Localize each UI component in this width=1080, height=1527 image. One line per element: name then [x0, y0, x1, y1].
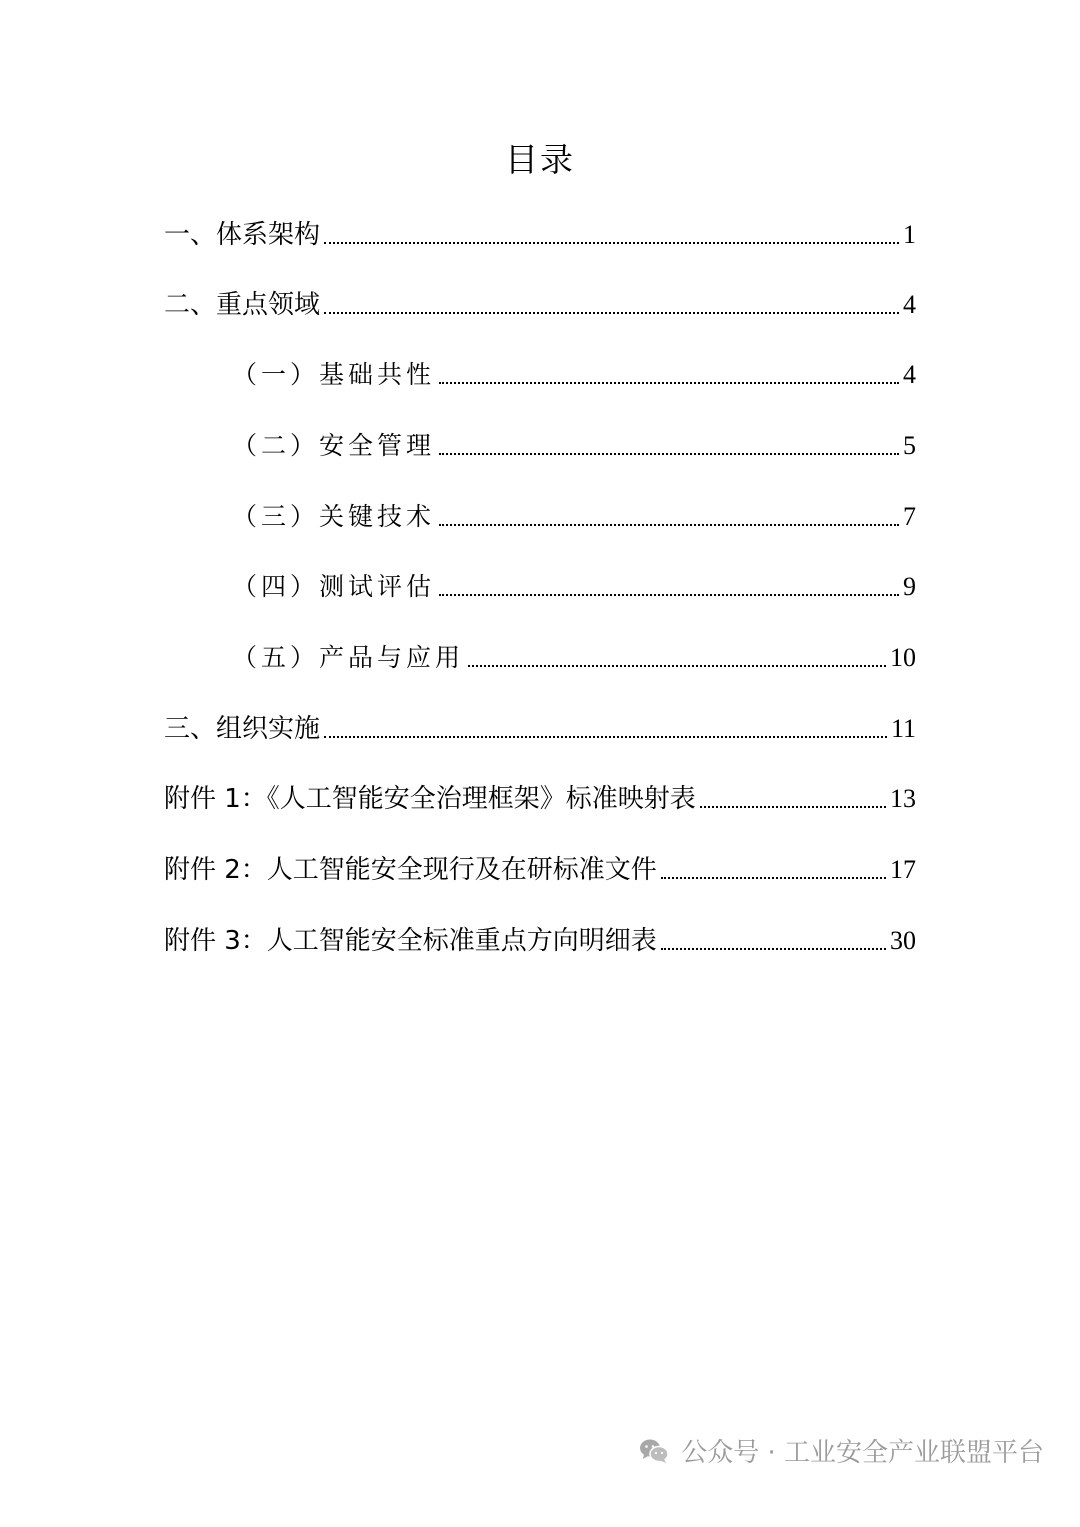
toc-leader-dots	[324, 312, 899, 314]
toc-page-number: 4	[903, 360, 916, 389]
toc-entry-appendix-1[interactable]	[164, 776, 916, 816]
toc-page-number: 4	[903, 290, 916, 319]
toc-label: （四）测试评估	[232, 572, 436, 601]
toc-leader-dots	[324, 242, 899, 244]
toc-entry-testing-evaluation[interactable]	[232, 564, 916, 604]
toc-label: 附件 1：《人工智能安全治理框架》标准映射表	[164, 784, 696, 814]
toc-leader-dots	[661, 948, 886, 950]
toc-label: 三、组织实施	[164, 714, 321, 744]
toc-label: 附件 2：人工智能安全现行及在研标准文件	[164, 855, 657, 885]
toc-leader-dots	[439, 594, 899, 596]
toc-page-number: 1	[903, 220, 916, 249]
toc-leader-dots	[439, 524, 899, 526]
toc-leader-dots	[439, 453, 899, 455]
toc-entry-organization[interactable]	[164, 706, 916, 746]
toc-page-number: 30	[890, 926, 916, 955]
toc-page-number: 17	[890, 855, 916, 884]
toc-leader-dots	[468, 665, 886, 667]
watermark-text: 公众号 · 工业安全产业联盟平台	[681, 1438, 1044, 1468]
toc-page-number: 11	[890, 714, 916, 743]
page-title: 目录	[505, 140, 575, 179]
toc-label: （一）基础共性	[232, 360, 436, 389]
toc-entry-products-applications[interactable]	[232, 635, 916, 675]
watermark	[639, 1432, 1044, 1469]
toc-entry-key-areas[interactable]	[164, 282, 916, 322]
toc-entry-security-management[interactable]	[232, 423, 916, 463]
toc-leader-dots	[324, 736, 887, 738]
wechat-icon	[639, 1437, 669, 1465]
toc-label: 附件 3：人工智能安全标准重点方向明细表	[164, 926, 657, 956]
toc-page-number: 9	[903, 572, 916, 601]
toc-entry-architecture[interactable]	[164, 212, 916, 252]
toc-page-number: 7	[903, 502, 916, 531]
toc-entry-basic-common[interactable]	[232, 352, 916, 392]
toc-page-number: 10	[890, 643, 916, 672]
toc-leader-dots	[700, 806, 886, 808]
toc-leader-dots	[661, 877, 886, 879]
toc-label: （五）产品与应用	[232, 643, 465, 672]
toc-label: （二）安全管理	[232, 431, 436, 460]
toc-label: （三）关键技术	[232, 502, 436, 531]
toc-entry-appendix-2[interactable]	[164, 847, 916, 887]
toc-page-number: 5	[903, 431, 916, 460]
toc-leader-dots	[439, 382, 899, 384]
toc-page-number: 13	[890, 784, 916, 813]
toc-entry-key-technologies[interactable]	[232, 494, 916, 534]
toc-label: 二、重点领域	[164, 290, 321, 320]
toc-entry-appendix-3[interactable]	[164, 918, 916, 958]
toc-label: 一、体系架构	[164, 220, 321, 250]
